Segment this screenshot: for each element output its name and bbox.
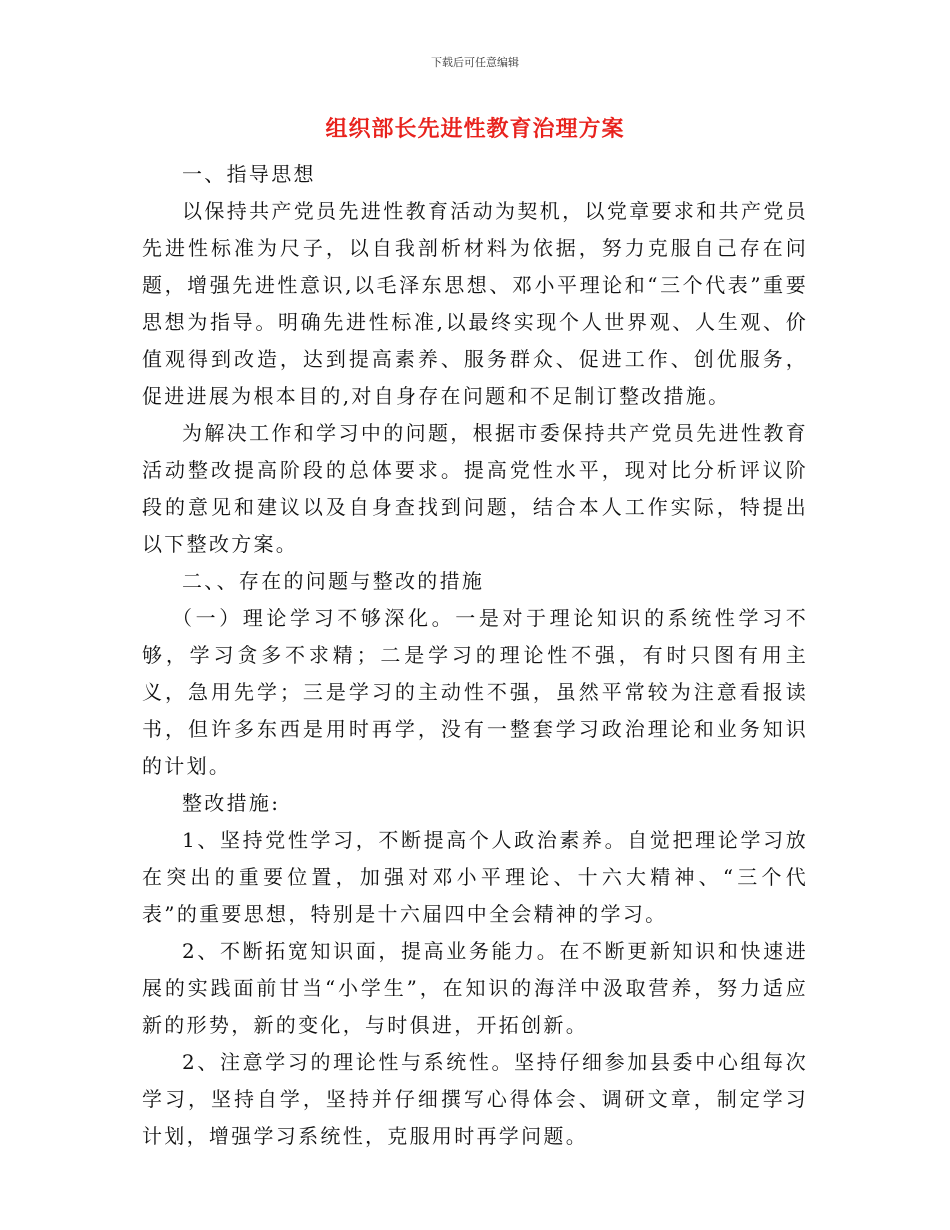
- subheading-rectification-measures: 整改措施:: [182, 791, 281, 815]
- page-header-note: 下载后可任意编辑: [431, 56, 519, 69]
- paragraph-measure-1: 1、坚持党性学习，不断提高个人政治素养。自觉把理论学习放在突出的重要位置，加强对邓小平理论、十六大精神、“三个代表”的重要思想，特别是十六届四中全会精神的学习。: [142, 828, 808, 926]
- paragraph-purpose: 为解决工作和学习中的问题，根据市委保持共产党员先进性教育活动整改提高阶段的总体要求。提高党性水平，现对比分析评议阶段的意见和建议以及自身查找到问题，结合本人工作实际，特提出以下整改方案。: [142, 421, 808, 556]
- section-heading-problems-measures: 二、、存在的问题与整改的措施: [182, 569, 485, 593]
- paragraph-problem-1: （一）理论学习不够深化。一是对于理论知识的系统性学习不够，学习贪多不求精；二是学习的理论性不强，有时只图有用主义，急用先学；三是学习的主动性不强，虽然平常较为注意看报读书，但许多东西是用时再学，没有一整套学习政治理论和业务知识的计划。: [142, 606, 808, 778]
- section-heading-guiding-ideology: 一、指导思想: [182, 162, 316, 186]
- paragraph-guiding-ideology: 以保持共产党员先进性教育活动为契机，以党章要求和共产党员先进性标准为尺子，以自我剖析材料为依据，努力克服自己存在问题，增强先进性意识,以毛泽东思想、邓小平理论和“三个代表”重要思想为指导。明确先进性标准,以最终实现个人世界观、人生观、价值观得到改造，达到提高素养、服务群众、促进工作、创优服务，促进进展为根本目的,对自身存在问题和不足制订整改措施。: [142, 199, 808, 408]
- document-title: 组织部长先进性教育治理方案: [325, 117, 625, 142]
- paragraph-measure-3: 2、注意学习的理论性与系统性。坚持仔细参加县委中心组每次学习，坚持自学，坚持并仔细撰写心得体会、调研文章，制定学习计划，增强学习系统性，克服用时再学问题。: [142, 1050, 808, 1148]
- document-body: [142, 156, 808, 1155]
- paragraph-measure-2: 2、不断拓宽知识面，提高业务能力。在不断更新知识和快速进展的实践面前甘当“小学生”，在知识的海洋中汲取营养，努力适应新的形势，新的变化，与时俱进，开拓创新。: [142, 939, 808, 1037]
